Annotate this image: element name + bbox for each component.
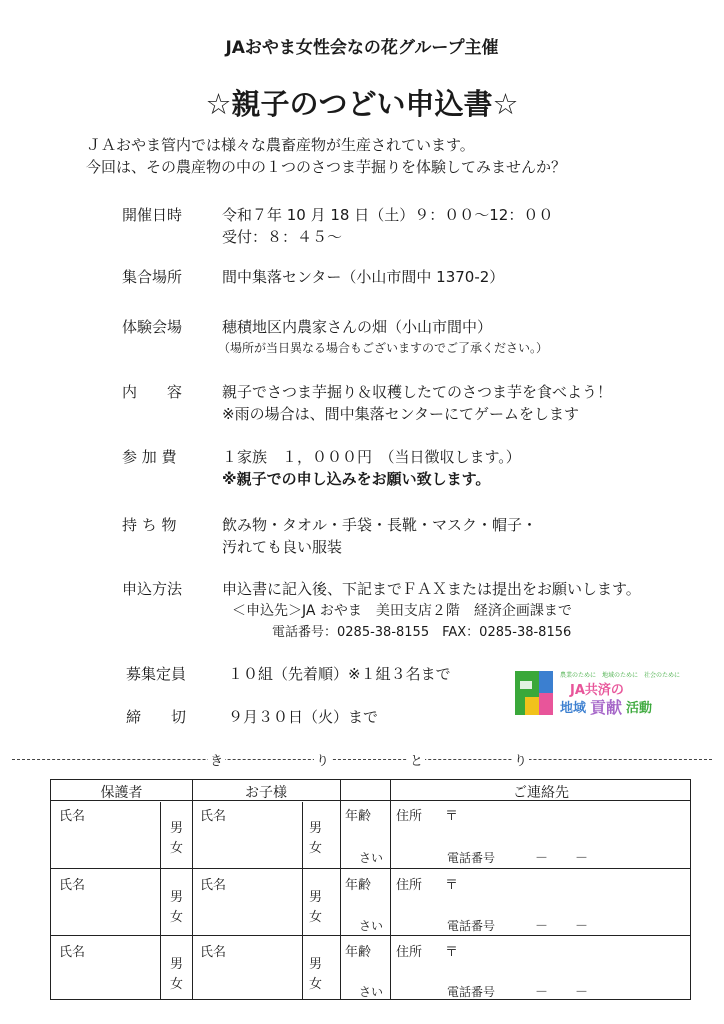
guardian-name-label: 氏名 [59, 809, 86, 824]
deadline-value: ９月３０日（火）まで [228, 708, 379, 726]
deadline-label: 締 切 [126, 708, 187, 726]
fee-label: 参 加 費 [122, 448, 177, 466]
venue-label: 体験会場 [122, 318, 183, 336]
cut-line-dash [12, 759, 712, 760]
child-male[interactable]: 男 [309, 957, 323, 972]
phone-sep-2: － [575, 985, 589, 1000]
age-unit: さい [359, 985, 384, 999]
guardian-name-label: 氏名 [59, 878, 86, 893]
age-label: 年齢 [345, 809, 372, 824]
form-divider [160, 802, 161, 999]
cut-line [12, 750, 712, 768]
postal-mark: 〒 [445, 945, 459, 960]
phone-sep-1: － [535, 985, 549, 1000]
content-note: ※雨の場合は、間中集落センターにてゲームをします [222, 405, 579, 423]
cut-char-3: と [408, 750, 425, 769]
application-form-table [50, 779, 691, 1000]
logo-line-2a: 地域 [560, 701, 587, 716]
age-unit: さい [359, 919, 384, 933]
phone-sep-2: － [575, 851, 589, 866]
items-value-1: 飲み物・タオル・手袋・長靴・マスク・帽子・ [222, 516, 538, 534]
form-divider [302, 802, 303, 999]
child-name-label: 氏名 [200, 878, 227, 893]
form-divider [192, 780, 193, 999]
child-male[interactable]: 男 [309, 890, 323, 905]
fee-value: １家族 １，０００円 （当日徴収します。） [222, 448, 521, 466]
header-contact: ご連絡先 [513, 785, 569, 801]
apply-label: 申込方法 [122, 580, 183, 598]
items-label: 持 ち 物 [122, 516, 177, 534]
child-female[interactable]: 女 [309, 977, 323, 992]
postal-mark: 〒 [445, 878, 459, 893]
phone-sep-1: － [535, 919, 549, 934]
content-value: 親子でさつま芋掘り＆収穫したてのさつま芋を食べよう！ [222, 383, 613, 401]
meeting-label: 集合場所 [122, 268, 183, 286]
phone-label: 電話番号 [447, 985, 496, 999]
logo-tagline: 農業のために 地域のために 社会のために [560, 672, 680, 679]
fee-note: ※親子での申し込みをお願い致します。 [222, 470, 491, 488]
phone-sep-2: － [575, 919, 589, 934]
header-guardian: 保護者 [100, 785, 143, 801]
address-label: 住所 [396, 945, 423, 960]
guardian-female[interactable]: 女 [170, 910, 184, 925]
venue-value: 穂積地区内農家さんの畑（小山市間中） [222, 318, 493, 336]
child-male[interactable]: 男 [309, 821, 323, 836]
capacity-value: １０組（先着順）※１組３名まで [228, 665, 451, 683]
age-label: 年齢 [345, 945, 372, 960]
phone-label: 電話番号 [447, 919, 496, 933]
guardian-male[interactable]: 男 [170, 821, 184, 836]
form-divider [340, 780, 341, 999]
logo-line-1: JA共済の [570, 683, 624, 698]
ja-kyosai-logo [514, 667, 680, 719]
guardian-male[interactable]: 男 [170, 957, 184, 972]
form-divider [390, 780, 391, 999]
logo-line-2c: 活動 [626, 701, 653, 716]
intro-line-2: 今回は、その農産物の中の１つのさつま芋掘りを体験してみませんか？ [86, 158, 567, 176]
intro-line-1: ＪＡおやま管内では様々な農畜産物が生産されています。 [86, 136, 475, 154]
guardian-male[interactable]: 男 [170, 890, 184, 905]
apply-value: 申込書に記入後、下記までＦＡＸまたは提出をお願いします。 [222, 580, 641, 598]
guardian-female[interactable]: 女 [170, 977, 184, 992]
header-child: お子様 [245, 785, 287, 801]
phone-label: 電話番号 [447, 851, 496, 865]
logo-graphic-icon [514, 667, 680, 719]
child-name-label: 氏名 [200, 945, 227, 960]
reception-time: 受付：８：４５～ [222, 228, 343, 246]
child-female[interactable]: 女 [309, 910, 323, 925]
meeting-value: 間中集落センター（小山市間中 1370-2） [222, 268, 505, 286]
postal-mark: 〒 [445, 809, 459, 824]
venue-note: （場所が当日異なる場合もございますのでご了承ください。） [218, 341, 549, 355]
phone-sep-1: － [535, 851, 549, 866]
guardian-name-label: 氏名 [59, 945, 86, 960]
age-label: 年齢 [345, 878, 372, 893]
form-divider [51, 868, 690, 869]
address-label: 住所 [396, 809, 423, 824]
items-value-2: 汚れても良い服装 [222, 538, 343, 556]
age-unit: さい [359, 851, 384, 865]
organizer-line: JAおやま女性会なの花グループ主催 [225, 38, 499, 58]
form-divider [51, 935, 690, 936]
page-title: ☆親子のつどい申込書☆ [205, 87, 519, 121]
apply-destination: ＜申込先＞JA おやま 美田支店２階 経済企画課まで [232, 603, 572, 619]
guardian-female[interactable]: 女 [170, 841, 184, 856]
capacity-label: 募集定員 [126, 665, 187, 683]
cut-char-1: き [208, 750, 225, 769]
date-value: 令和７年 10 月 18 日（土）９：００～12：００ [222, 206, 554, 224]
content-label: 内 容 [122, 383, 183, 401]
child-name-label: 氏名 [200, 809, 227, 824]
apply-phone: 電話番号：0285-38-8155 FAX：0285-38-8156 [272, 625, 572, 640]
address-label: 住所 [396, 878, 423, 893]
cut-char-2: り [314, 750, 331, 769]
cut-char-4: り [512, 750, 529, 769]
date-label: 開催日時 [122, 206, 183, 224]
logo-line-2b: 貢献 [590, 698, 623, 717]
child-female[interactable]: 女 [309, 841, 323, 856]
